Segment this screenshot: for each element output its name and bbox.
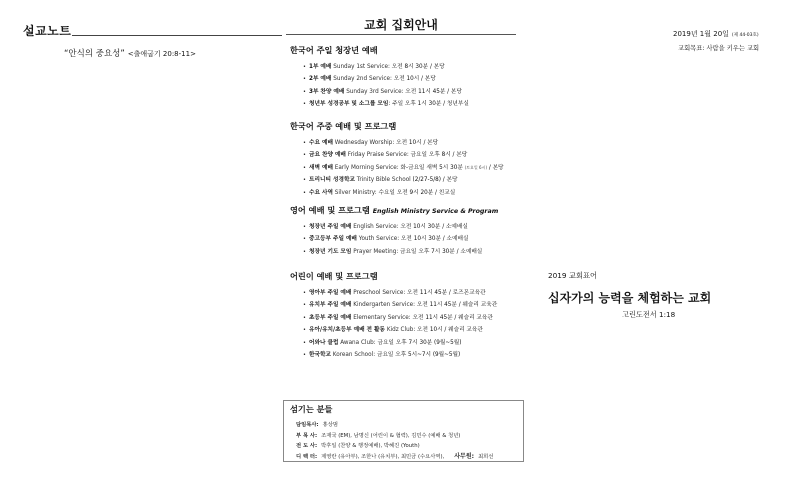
item-detail: 오전 11시 45분 / 웨슬리 교육관 <box>410 314 493 321</box>
schedule-item <box>290 246 540 258</box>
item-detail: 오전 10시 30분 / 소예배실 <box>399 236 469 243</box>
schedule-item <box>290 162 540 174</box>
staff-line <box>296 441 420 449</box>
staff-names: 조재국 (EM), 남명신 (어린이 & 협력), 김민수 (예배 & 청년) <box>321 433 461 439</box>
section-heading-text: 한국어 주일 청장년 예배 <box>290 45 378 55</box>
item-english: Kindergarten Service: <box>351 302 416 309</box>
item-detail: 오전 11시 45분 / 웨슬리 교육관 <box>415 302 498 309</box>
issue-number: (제 44-03호) <box>731 33 759 38</box>
item-note: (토요일 6시) <box>464 164 488 170</box>
schedule-item <box>290 61 540 73</box>
item-detail: 오전 10시 30분 / 소예배실 <box>398 224 468 230</box>
item-english: Sunday 3rd Service: <box>344 88 404 95</box>
staff-names: 최희선 <box>478 454 494 460</box>
sermon-notes-title: 설교노트 <box>23 24 72 38</box>
item-detail: 오전 8시 30분 / 본당 <box>389 64 445 70</box>
schedule-section <box>290 45 540 111</box>
staff-role: 부 목 사: <box>296 433 318 439</box>
item-english: Prayer Meeting: <box>351 248 399 255</box>
item-detail: 금요일 오후 7시 30분 (9월~5월) <box>375 339 462 346</box>
schedule-item <box>290 174 540 186</box>
schedule-item <box>290 149 540 161</box>
item-name: 청년부 성경공부 및 소그룹 모임 <box>309 101 389 108</box>
item-english: Korean School: <box>330 352 376 359</box>
staff-role: 사무원: <box>454 453 475 460</box>
item-name: 유치부 주일 예배 <box>309 302 352 309</box>
item-name: 영아부 주일 예배 <box>309 290 352 296</box>
staff-names: 제영란 (유아부), 조한나 (유치부), 최민금 (수요사역), <box>321 454 445 460</box>
sermon-title-text: “안식의 중요성” <box>64 49 125 59</box>
schedule-section <box>290 271 540 361</box>
staff-role: 전 도 사: <box>296 443 318 449</box>
schedule-item <box>290 137 540 149</box>
date-text: 2019년 1월 20일 <box>673 30 729 38</box>
item-name: 새벽 예배 <box>309 164 333 171</box>
item-english: Early Morning Service: <box>332 164 399 171</box>
schedule-item <box>290 86 540 98</box>
item-english: Elementary Service: <box>351 314 411 321</box>
item-name: 1부 예배 <box>309 64 332 70</box>
item-detail: 오전 11시 45분 / 본당 <box>403 88 462 95</box>
section-heading <box>290 205 540 216</box>
item-detail: 오전 10시 / 본당 <box>394 140 439 146</box>
schedule-item <box>290 187 540 199</box>
church-goal: 교회목표: 사람을 키우는 교회 <box>678 45 760 52</box>
item-detail: 금요일 오후 7시 30분 / 소예배실 <box>398 248 483 255</box>
staff-role: 담임목사: <box>296 422 319 428</box>
item-english: Trinity Bible School <box>354 177 411 184</box>
schedule-item <box>290 98 540 110</box>
schedule-item <box>290 324 540 336</box>
schedule-item <box>290 349 540 361</box>
sermon-reference: <출애굽기 20:8-11> <box>127 50 196 58</box>
item-detail: 오전 10시 / 본당 <box>391 76 436 83</box>
item-name: 어와나 클럽 <box>309 339 339 346</box>
item-name: 3부 찬양 예배 <box>309 88 345 95</box>
staff-role: 디 렉 터: <box>296 454 318 460</box>
section-heading-text: 영어 예배 및 프로그램 <box>290 205 370 215</box>
item-english: Preschool Service: <box>351 290 406 296</box>
schedule-item <box>290 299 540 311</box>
staff-line <box>296 420 338 428</box>
section-heading-text: 어린이 예배 및 프로그램 <box>290 271 378 281</box>
item-english: English Service: <box>351 224 399 230</box>
item-english: Friday Praise Service: <box>345 152 409 159</box>
item-name: 초등부 주일 예배 <box>309 314 352 321</box>
title-divider <box>286 34 516 35</box>
motto-year-label: 2019 교회표어 <box>548 271 598 280</box>
item-name: 수요 사역 <box>309 189 333 196</box>
item-english: Sunday 1st Service: <box>331 64 390 70</box>
item-name: 중고등부 주일 예배 <box>309 236 357 243</box>
motto-verse: 고린도전서 1:18 <box>622 310 676 319</box>
item-name: 청장년 주일 예배 <box>309 224 352 230</box>
item-name: 유아/유치/초등부 예배 전 활동 <box>309 327 386 334</box>
item-detail: 화-금요일 새벽 5시 30분 <box>398 164 465 171</box>
item-english: Kidz Club: <box>385 327 416 334</box>
staff-title: 섬기는 분들 <box>290 404 333 414</box>
schedule-item <box>290 312 540 324</box>
schedule-item <box>290 337 540 349</box>
item-detail: 오전 10시 / 웨슬리 교육관 <box>415 327 483 334</box>
staff-names: 홍상범 <box>322 422 338 428</box>
schedule-item <box>290 221 540 233</box>
item-english: Youth Service: <box>356 236 400 243</box>
item-detail-extra: / 본당 <box>487 164 504 171</box>
section-heading-text: 한국어 주중 예배 및 프로그램 <box>290 121 397 131</box>
church-motto: 십자가의 능력을 체험하는 교회 <box>548 291 712 305</box>
notes-divider <box>72 35 282 36</box>
schedule-section <box>290 121 540 199</box>
bulletin-date <box>673 29 759 39</box>
section-heading <box>290 271 540 282</box>
section-heading <box>290 121 540 132</box>
schedule-section <box>290 205 540 258</box>
item-name: 수요 예배 <box>309 140 333 146</box>
item-detail: 금요일 오후 8시 / 본당 <box>408 152 468 159</box>
sermon-title <box>64 47 196 59</box>
item-english: Wednesday Worship: <box>332 140 395 146</box>
item-name: 금요 찬양 예배 <box>309 152 346 159</box>
item-detail: 오전 11시 45분 / 로즈몬교육관 <box>405 290 486 296</box>
item-english: Sunday 2nd Service: <box>331 76 392 83</box>
schedule-item <box>290 73 540 85</box>
item-name: 한국학교 <box>309 352 331 359</box>
item-detail: 주일 오후 1시 30분 / 청년부실 <box>390 101 469 108</box>
schedule-item <box>290 287 540 299</box>
staff-names: 박후일 (찬양 & 행정예배), 박혜진 (Youth) <box>321 443 420 449</box>
section-heading <box>290 45 540 56</box>
schedule-item <box>290 233 540 245</box>
staff-line <box>296 431 460 439</box>
item-english: Awana Club: <box>338 339 376 346</box>
section-heading-english: English Ministry Service & Program <box>372 208 499 215</box>
staff-line <box>296 451 493 460</box>
item-name: 청장년 기도 모임 <box>309 248 352 255</box>
item-name: 2부 예배 <box>309 76 332 83</box>
item-detail: 금요일 오후 5시~7시 (9월~5월) <box>375 352 461 359</box>
item-detail: 수요일 오전 9시 20분 / 친교실 <box>376 189 456 196</box>
page-title: 교회 집회안내 <box>364 18 438 32</box>
item-name: 트리니티 성경학교 <box>309 177 355 184</box>
item-english: : <box>388 101 391 108</box>
item-detail: (2/27-5/8) / 본당 <box>410 177 458 184</box>
item-english: Silver Ministry: <box>332 189 377 196</box>
